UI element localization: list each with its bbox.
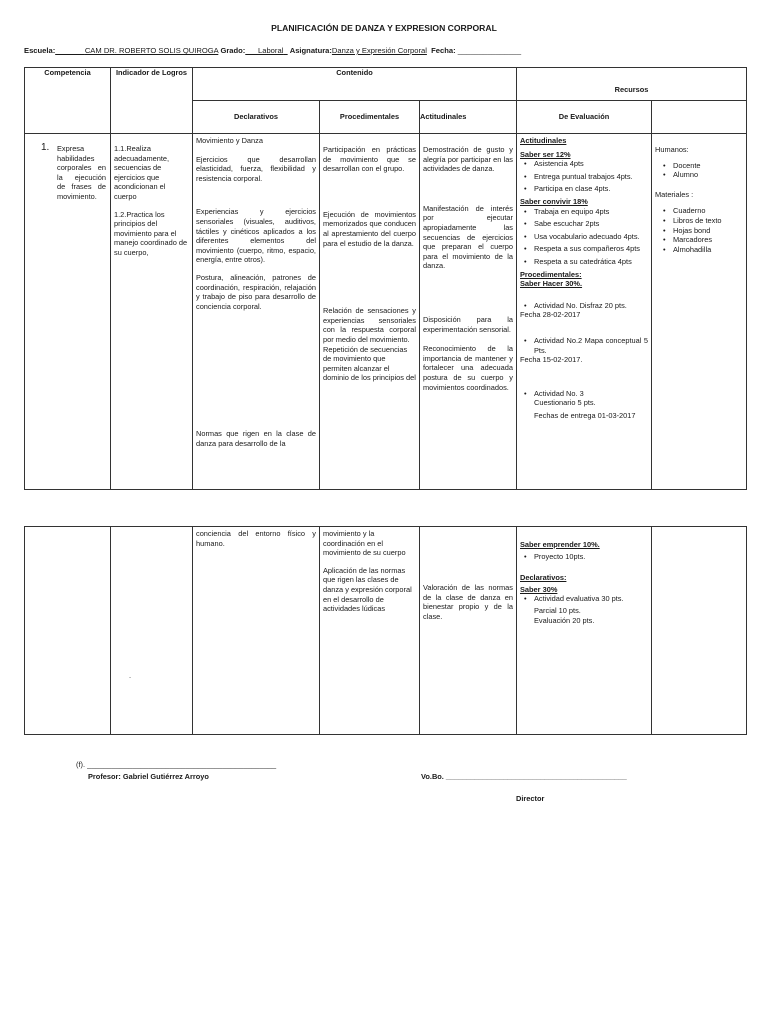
header-empty (652, 101, 747, 134)
procedimentales-text-p2-1: movimiento y la coordinación en el movimiento de su cuerpo (323, 529, 406, 558)
actitudinales-text-2: Manifestación de interés por ejecutar apropiadamente las secuencias de ejercicios que preparan el cuerpo para el movimiento de la danza. (423, 203, 513, 271)
evaluacion-cell-p2 (517, 527, 652, 735)
eval-act2-fecha: Fecha 15-02-2017. (520, 355, 583, 365)
list-item: • Asistencia 4pts (534, 159, 648, 169)
procedimentales-text-p2-2: Aplicación de las normas que rigen las clases de danza y expresión corporal en el desarrollo de actividades lúdicas (323, 565, 412, 614)
header-evaluacion: De Evaluación (517, 101, 652, 134)
humanos-label: Humanos: (655, 145, 689, 154)
document-title: PLANIFICACIÓN DE DANZA Y EXPRESION CORPORAL (271, 23, 497, 33)
eval-act3-sub: Cuestionario 5 pts. (534, 398, 596, 408)
procedimentales-text-3: Relación de sensaciones y experiencias sensoriales con la respuesta corporal por medio del movimiento. (323, 306, 416, 344)
list-item: • Marcadores (673, 235, 743, 245)
eval-actitudinales: Actitudinales (520, 136, 567, 145)
eval-act1-fecha: Fecha 28-02-2017 (520, 310, 581, 320)
declarativos-text-5: Normas que rigen en la clase de danza para desarrollo de la (196, 429, 316, 448)
list-item: • Almohadilla (673, 245, 743, 255)
procedimentales-text-2: Ejecución de movimientos memorizados que conducen al aprestamiento del cuerpo para el estudio de la danza. (323, 209, 416, 248)
header-indicador: Indicador de Logros (111, 68, 193, 134)
header-procedimentales: Procedimentales (320, 101, 420, 134)
list-item: • Libros de texto (673, 216, 743, 226)
list-item: • Entrega puntual trabajos 4pts. (534, 172, 648, 182)
list-item: • Hojas bond (673, 226, 743, 236)
procedimentales-text-4: Repetición de secuencias de movimiento que permiten alcanzar el dominio de los principios del (323, 344, 416, 383)
humanos-list (655, 161, 743, 180)
declarativos-cell-p2 (193, 527, 320, 735)
actitudinales-cell-p2 (420, 527, 517, 735)
eval-evaluacion: Evaluación 20 pts. (534, 615, 595, 625)
list-item: • Participa en clase 4pts. (534, 184, 648, 194)
competencia-cell (25, 134, 111, 490)
list-item: • Respeta a su catedrática 4pts (534, 257, 648, 267)
eval-saber-ser-list (520, 159, 648, 194)
eval-act2-list (520, 336, 648, 355)
list-item: • Actividad No.2 Mapa conceptual 5 Pts. (534, 336, 648, 355)
actitudinales-cell (420, 134, 517, 490)
declarativos-text-1: Movimiento y Danza (196, 136, 263, 145)
eval-saber-hacer: Saber Hacer 30%. (520, 279, 583, 289)
materiales-label: Materiales : (655, 189, 694, 199)
fecha-label: Fecha: (431, 46, 456, 55)
list-item: • Sabe escuchar 2pts (534, 219, 648, 229)
eval-saber-ser: Saber ser 12% (520, 149, 571, 159)
procedimentales-text-1: Participación en prácticas de movimiento que se desarrollan con el grupo. (323, 145, 416, 174)
actitudinales-text-p2: Valoración de las normas de la clase de danza en bienestar propio y de la clase. (423, 583, 513, 621)
recursos-cell-p2 (652, 527, 747, 735)
grado-label: Grado: (220, 46, 246, 55)
indicador-2: 1.2.Practica los principios del movimiento para el manejo coordinado de su cuerpo, (114, 209, 188, 257)
list-item: • Cuaderno (673, 206, 743, 216)
list-item: • Usa vocabulario adecuado 4pts. (534, 232, 648, 242)
procedimentales-cell-p2 (320, 527, 420, 735)
list-item: • Alumno (673, 170, 743, 180)
evaluacion-cell (517, 134, 652, 490)
eval-declarativos: Declarativos: (520, 573, 567, 583)
procedimentales-cell (320, 134, 420, 490)
competencia-number: 1. (41, 142, 50, 153)
eval-act1-list (520, 301, 648, 311)
header-actitudinales: Actitudinales (420, 101, 517, 134)
actitudinales-text-4: Reconocimiento de la importancia de mantener y fortalecer una adecuada postura de su cuerpo y movimientos coordinados. (423, 344, 513, 392)
indicador-dot: . (129, 671, 132, 680)
list-item: • Docente (673, 161, 743, 171)
indicador-1: 1.1.Realiza adecuadamente, secuencias de ejercicios que acondicionan el cuerpo (114, 144, 170, 201)
list-item: • Actividad No. 3 (534, 389, 648, 399)
declarativos-text-4: Postura, alineación, patrones de coordinación, respiración, relajación y trabajo de piso para desarrollo de conciencia corporal. (196, 272, 316, 311)
list-item: • Proyecto 10pts. (534, 552, 648, 562)
escuela-label: Escuela: (24, 46, 56, 55)
asignatura-label: Asignatura: (289, 46, 332, 55)
eval-parcial: Parcial 10 pts. (534, 605, 581, 615)
competencia-text: Expresa habilidades corporales en la ejecución de frases de movimiento. (57, 144, 106, 201)
indicador-cell (111, 134, 193, 490)
header-recursos: Recursos (517, 68, 747, 101)
eval-saber-convivir: Saber convivir 18% (520, 196, 588, 206)
list-item: • Actividad evaluativa 30 pts. (534, 594, 648, 604)
signature-line: (f). ______________________________________________ (76, 760, 277, 769)
recursos-cell (652, 134, 747, 490)
eval-actividad-list (520, 594, 648, 604)
actitudinales-text-3: Disposición para la experimentación sensorial. (423, 314, 513, 334)
list-item: • Respeta a sus compañeros 4pts (534, 244, 648, 254)
eval-saber-convivir-list (520, 207, 648, 267)
vobo-line: Vo.Bo. ____________________________________________ (421, 772, 627, 781)
director-label: Director (516, 794, 545, 803)
planning-table-page1 (24, 67, 747, 490)
header-contenido: Contenido (193, 68, 517, 101)
eval-procedimentales: Procedimentales: (520, 269, 582, 279)
declarativos-text-3: Experiencias y ejercicios sensoriales (visuales, auditivos, táctiles y cinéticos aplicados a los diferentes elementos del movimiento (cuerpo, ritmo, espacio, energía, entre otros). (196, 207, 316, 265)
eval-proyecto-list (520, 552, 648, 562)
eval-act3-list (520, 389, 648, 399)
indicador-cell-p2 (111, 527, 193, 735)
profesor-name: Profesor: Gabriel Gutiérrez Arroyo (88, 772, 209, 781)
grado-value: ___Laboral_ (245, 46, 288, 55)
eval-saber-emprender: Saber emprender 10%. (520, 540, 600, 549)
document-header: Escuela:_______CAM DR. ROBERTO SOLIS QUIROGA Grado:___Laboral_ Asignatura:Danza y Expresión Corporal Fecha: _______________ (24, 46, 522, 55)
declarativos-text-2: Ejercicios que desarrollan elasticidad, fuerza, flexibilidad y resistencia corporal. (196, 154, 316, 183)
eval-saber: Saber 30% (520, 584, 558, 594)
declarativos-text-p2: conciencia del entorno físico y humano. (196, 529, 316, 548)
planning-table-page2 (24, 526, 747, 735)
list-item: • Actividad No. Disfraz 20 pts. (534, 301, 648, 311)
actitudinales-text-1: Demostración de gusto y alegría por participar en las actividades de danza. (423, 145, 513, 174)
escuela-value: _______CAM DR. ROBERTO SOLIS QUIROGA (55, 46, 219, 55)
header-declarativos: Declarativos (193, 101, 320, 134)
eval-act3-fecha: Fechas de entrega 01-03-2017 (534, 410, 636, 420)
header-competencia: Competencia (25, 68, 111, 134)
list-item: • Trabaja en equipo 4pts (534, 207, 648, 217)
asignatura-value: Danza y Expresión Corporal (331, 46, 427, 55)
competencia-cell-p2 (25, 527, 111, 735)
materiales-list (655, 206, 743, 254)
declarativos-cell (193, 134, 320, 490)
